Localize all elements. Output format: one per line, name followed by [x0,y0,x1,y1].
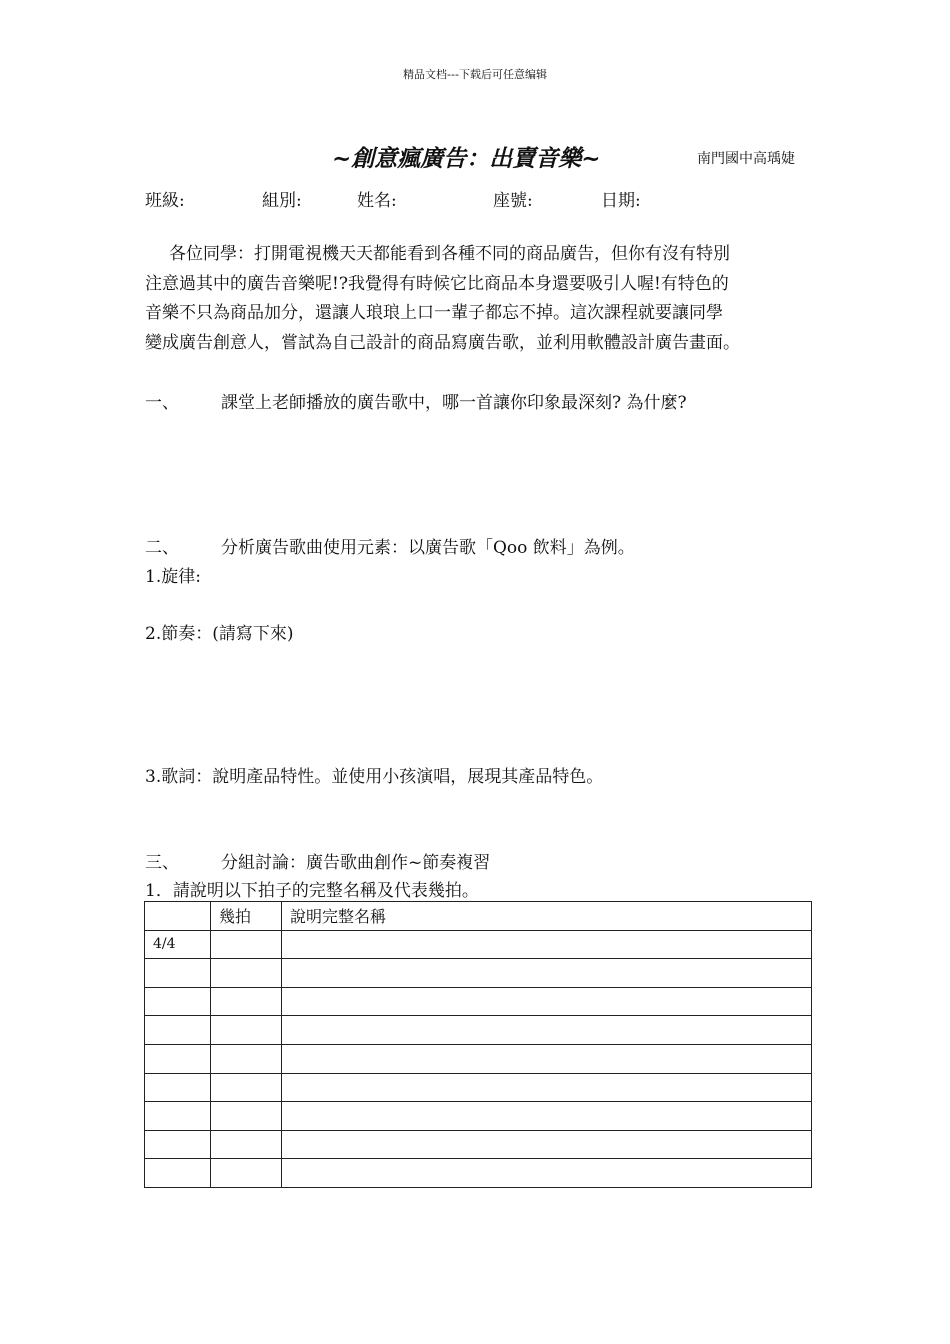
table-row [145,1130,812,1159]
intro-paragraph [145,240,810,358]
table-cell[interactable] [282,930,812,959]
table-cell[interactable] [211,1073,282,1102]
table-cell[interactable] [211,987,282,1016]
table-cell[interactable] [282,1159,812,1188]
table-row [145,959,812,988]
table-row [145,1044,812,1073]
table-header-row [145,902,812,931]
table-cell[interactable] [282,1016,812,1045]
table-cell[interactable]: 4/4 [145,930,211,959]
table-cell[interactable] [211,1044,282,1073]
intro-line: 注意過其中的廣告音樂呢!?我覺得有時候它比商品本身還要吸引人喔!有特色的 [145,273,729,294]
table-cell[interactable] [211,1130,282,1159]
table-cell[interactable] [145,1159,211,1188]
rhythm-prompt: 2.節奏：(請寫下來) [145,624,294,644]
table-cell[interactable] [145,959,211,988]
table-cell[interactable] [282,987,812,1016]
melody-prompt: 1.旋律: [145,567,201,587]
table-cell[interactable] [145,987,211,1016]
lyrics-prompt: 3.歌詞：說明產品特性。並使用小孩演唱，展現其產品特色。 [145,767,604,787]
table-cell[interactable] [282,959,812,988]
table-row [145,1073,812,1102]
intro-line: 音樂不只為商品加分，還讓人琅琅上口一輩子都忘不掉。這次課程就要讓同學 [145,303,723,323]
page-header-note: 精品文档---下载后可任意编辑 [403,68,547,81]
table-cell[interactable] [145,1102,211,1131]
field-date: 日期: [601,191,641,211]
document-title: ~創意瘋廣告：出賣音樂~ [332,145,601,172]
table-cell[interactable] [145,1073,211,1102]
table-cell[interactable] [282,1102,812,1131]
field-name: 姓名: [357,191,397,211]
table-row [145,1159,812,1188]
intro-line: 各位同學：打開電視機天天都能看到各種不同的商品廣告，但你有沒有特別 [169,244,730,264]
section-1-question: 課堂上老師播放的廣告歌中，哪一首讓你印象最深刻? 為什麼? [221,393,687,413]
table-cell[interactable] [211,1159,282,1188]
table-cell[interactable] [211,1102,282,1131]
table-cell[interactable] [211,930,282,959]
table-cell[interactable] [211,959,282,988]
author-name: 南門國中高瑀婕 [697,151,795,167]
table-row [145,1016,812,1045]
table-cell[interactable] [282,1044,812,1073]
table-cell[interactable] [145,1130,211,1159]
table-cell[interactable] [282,1130,812,1159]
table-row [145,930,812,959]
section-2-number: 二、 [145,538,179,558]
table-header-cell [145,902,211,931]
section-1-number: 一、 [145,393,179,413]
section-2-heading: 分析廣告歌曲使用元素：以廣告歌「Qoo 飲料」為例。 [221,538,635,558]
table-cell[interactable] [145,1016,211,1045]
section-3-subquestion: 1．請說明以下拍子的完整名稱及代表幾拍。 [145,881,479,901]
table-header-cell: 說明完整名稱 [282,902,812,931]
section-3-number: 三、 [145,853,179,873]
table-cell[interactable] [282,1073,812,1102]
field-class: 班級: [145,191,185,211]
section-3-heading: 分組討論：廣告歌曲創作~節奏複習 [221,853,491,873]
table-header-cell: 幾拍 [211,902,282,931]
field-seat-number: 座號: [493,191,533,211]
table-row [145,987,812,1016]
table-row [145,1102,812,1131]
field-group: 組別: [262,191,302,211]
table-cell[interactable] [211,1016,282,1045]
table-cell[interactable] [145,1044,211,1073]
beats-table [144,901,812,1188]
intro-line: 變成廣告創意人，嘗試為自己設計的商品寫廣告歌，並利用軟體設計廣告畫面。 [145,332,740,353]
